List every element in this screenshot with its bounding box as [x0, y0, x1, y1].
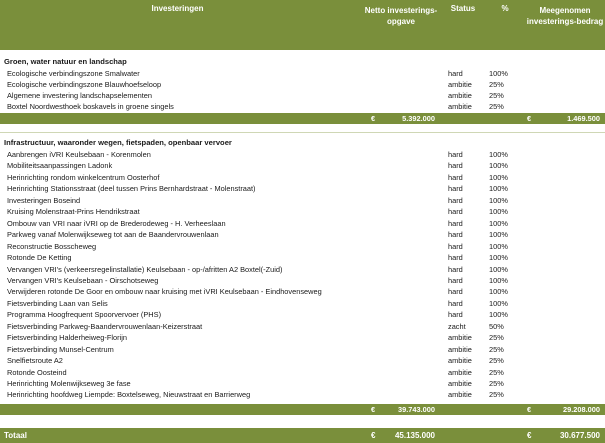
table-row: Vervangen VRI's (verkeersregelinstallatie) Keulsebaan - op-/afritten A2 Boxtel(-Zuid) hard 100%: [7, 264, 508, 274]
subtotal-row-infrastructuur: € 39.743.000 € 29.208.000: [0, 404, 605, 415]
table-row: Mobiliteitsaanpassingen Ladonk hard 100%: [7, 161, 508, 171]
table-row: Vervangen VRI's Keulsebaan - Oirschotseweg hard 100%: [7, 275, 508, 285]
section-title-groen: Groen, water natuur en landschap: [4, 57, 127, 66]
table-row: Fietsverbinding Laan van Selis hard 100%: [7, 298, 508, 308]
table-row: Boxtel Noordwesthoek boskavels in groene singels ambitie 25%: [7, 102, 504, 111]
header-status: Status: [450, 4, 476, 13]
table-row: Fietsverbinding Munsel-Centrum ambitie 25%: [7, 344, 504, 354]
table-row: Algemene investering landschapselementen ambitie 25%: [7, 91, 504, 100]
table-row: Ecologische verbindingszone Smalwater hard 100%: [7, 69, 508, 78]
divider: [0, 132, 605, 133]
header-meegenomen: Meegenomen investerings-bedrag: [526, 6, 604, 26]
table-header: [0, 0, 605, 50]
table-row: Aanbrengen iVRI Keulsebaan - Korenmolen hard 100%: [7, 150, 508, 159]
table-row: Rotonde De Ketting hard 100%: [7, 253, 508, 263]
table-row: Herinrichting Molenwijkseweg 3e fase ambitie 25%: [7, 379, 504, 388]
table-row: Investeringen Boseind hard 100%: [7, 195, 508, 205]
subtotal-netto: 5.392.000: [402, 114, 435, 123]
total-row: Totaal € 45.135.000 € 30.677.500: [0, 428, 605, 443]
table-row: Herinrichting hoofdweg Liempde: Boxtelseweg, Nieuwstraat en Barrierweg ambitie 25%: [7, 390, 504, 400]
section-title-infrastructuur: Infrastructuur, waaronder wegen, fietspaden, openbaar vervoer: [4, 138, 232, 147]
table-row: Ecologische verbindingszone Blauwhoefseloop ambitie 25%: [7, 80, 504, 89]
total-netto: 45.135.000: [394, 431, 435, 440]
total-label: Totaal: [4, 431, 27, 440]
header-percentage: %: [501, 4, 509, 13]
table-row: Rotonde Oosteind ambitie 25%: [7, 367, 504, 377]
total-meegenomen: 30.677.500: [559, 431, 600, 440]
table-row: Ombouw van VRI naar iVRI op de Brederodeweg - H. Verheeslaan hard 100%: [7, 218, 508, 228]
table-row: Kruising Molenstraat-Prins Hendrikstraat hard 100%: [7, 207, 508, 217]
subtotal-netto: 39.743.000: [398, 405, 435, 414]
subtotal-meegenomen: 1.469.500: [567, 114, 600, 123]
header-netto: Netto investerings-opgave: [364, 6, 438, 26]
table-row: Herinrichting rondom winkelcentrum Oosterhof hard 100%: [7, 172, 508, 182]
table-row: Parkweg vanaf Molenwijkseweg tot aan de Baandervrouwenlaan hard 100%: [7, 230, 508, 240]
table-row: Fietsverbinding Parkweg-Baandervrouwenlaan-Keizerstraat zacht 50%: [7, 321, 504, 331]
header-investeringen: Investeringen: [151, 4, 204, 13]
table-row: Verwijderen rotonde De Goor en ombouw naar kruising met iVRI Keulsebaan - Eindhovenseweg hard 100%: [7, 287, 508, 297]
table-row: Snelfietsroute A2 ambitie 25%: [7, 356, 504, 366]
table-row: Reconstructie Bosscheweg hard 100%: [7, 241, 508, 251]
subtotal-row-groen: € 5.392.000 € 1.469.500: [0, 113, 605, 124]
table-row: Herinrichting Stationsstraat (deel tussen Prins Bernhardstraat - Molenstraat) hard 100%: [7, 184, 508, 194]
table-row: Fietsverbinding Halderheiweg-Florijn ambitie 25%: [7, 333, 504, 343]
subtotal-meegenomen: 29.208.000: [563, 405, 600, 414]
table-row: Programma Hoogfrequent Spoorvervoer (PHS) hard 100%: [7, 310, 508, 320]
